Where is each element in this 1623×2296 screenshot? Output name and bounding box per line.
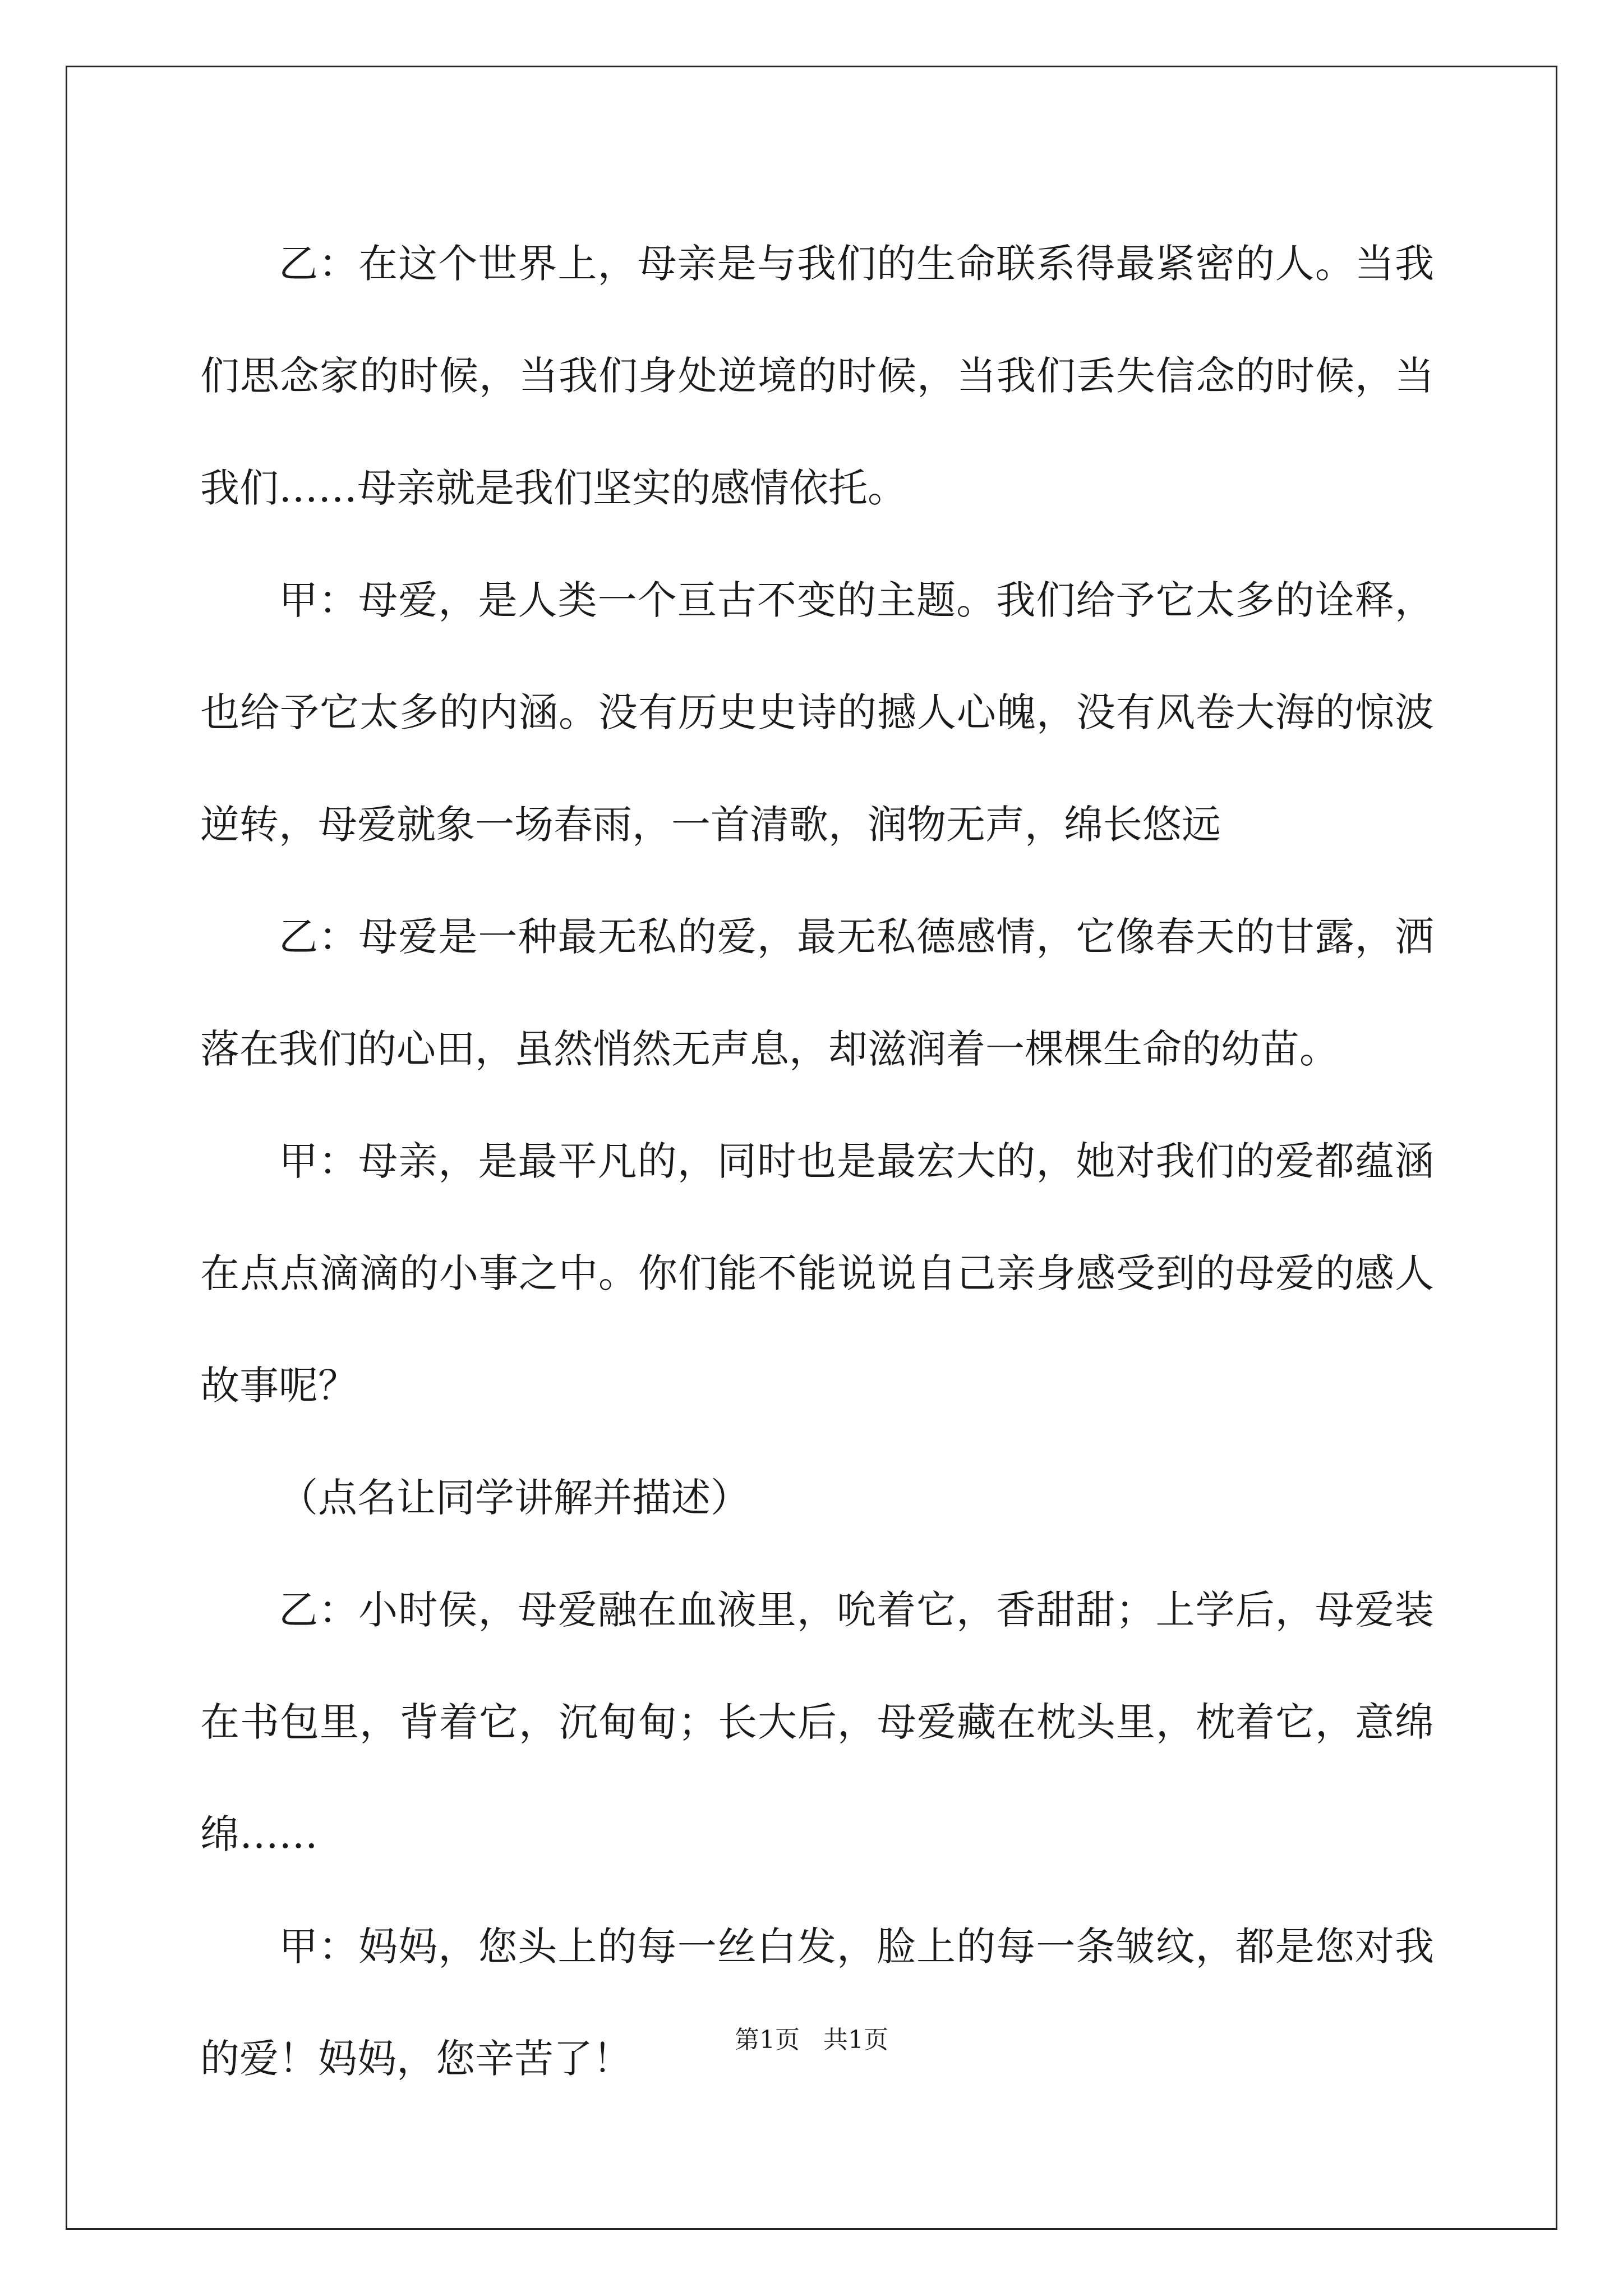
document-body bbox=[200, 208, 1434, 2115]
paragraph-5: （点名让同学讲解并描述） bbox=[279, 1475, 750, 1521]
paragraph-7: 甲：妈妈，您头上的每一丝白发，脸上的每一条皱纹，都是您对我的爱！妈妈，您辛苦了！ bbox=[200, 1924, 1434, 2082]
page-number-footer: 第1页 共1页 bbox=[735, 2026, 888, 2054]
paragraph-6: 乙：小时侯，母爱融在血液里，吮着它，香甜甜；上学后，母爱装在书包里，背着它，沉甸甸；长大后，母爱藏在枕头里，枕着它，意绵绵…… bbox=[200, 1587, 1434, 1857]
paragraph-2: 甲：母爱，是人类一个亘古不变的主题。我们给予它太多的诠释，也给予它太多的内涵。没有历史史诗的撼人心魄，没有风卷大海的惊波逆转，母爱就象一场春雨，一首清歌，润物无声，绵长悠远 bbox=[200, 577, 1434, 848]
paragraph-4: 甲：母亲，是最平凡的，同时也是最宏大的，她对我们的爱都蕴涵在点点滴滴的小事之中。你们能不能说说自己亲身感受到的母爱的感人故事呢？ bbox=[200, 1138, 1434, 1409]
paragraph-3: 乙：母爱是一种最无私的爱，最无私德感情，它像春天的甘露，洒落在我们的心田，虽然悄然无声息，却滋润着一棵棵生命的幼苗。 bbox=[200, 914, 1434, 1072]
paragraph-1: 乙：在这个世界上，母亲是与我们的生命联系得最紧密的人。当我们思念家的时候，当我们身处逆境的时候，当我们丢失信念的时候，当我们……母亲就是我们坚实的感情依托。 bbox=[200, 241, 1434, 511]
